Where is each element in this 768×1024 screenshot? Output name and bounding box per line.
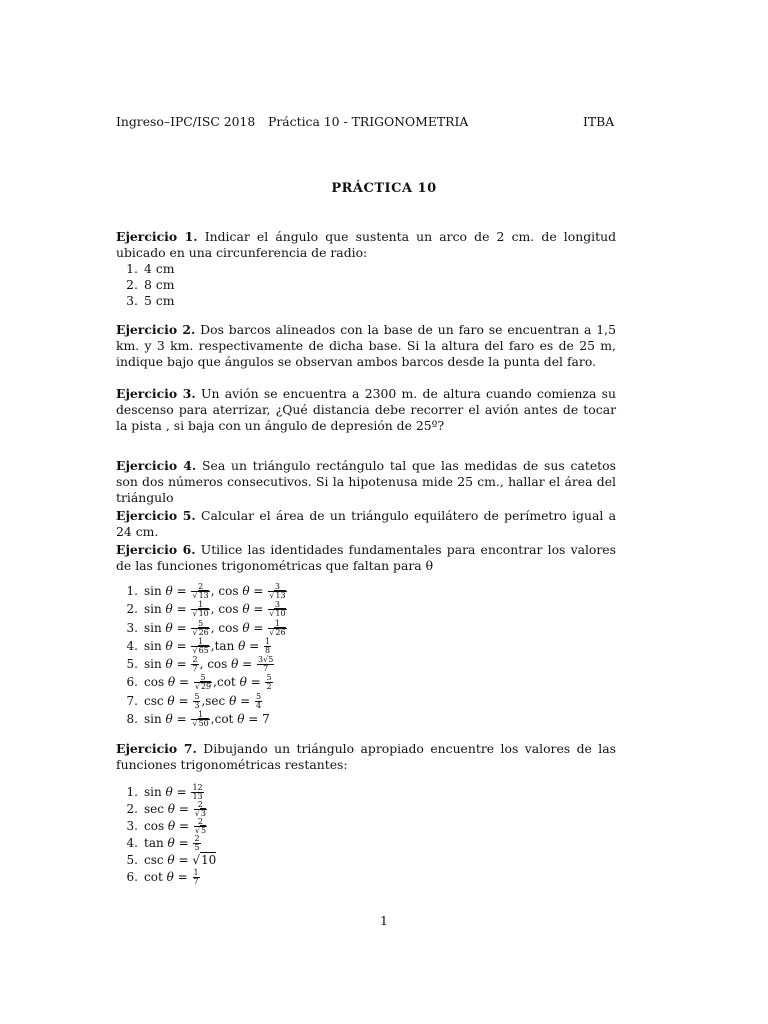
radicand: 13 <box>198 591 209 600</box>
numerator: 5 <box>255 691 262 701</box>
exercise-7-label: Ejercicio 7. <box>116 741 197 756</box>
function-name: sin <box>144 785 166 799</box>
separator: , <box>210 712 215 727</box>
theta: θ <box>167 802 176 816</box>
radicand: 26 <box>275 627 286 637</box>
separator: , <box>210 602 219 617</box>
equals-sign: = <box>236 693 254 708</box>
math-term <box>215 712 270 726</box>
equals-sign: = <box>174 853 193 867</box>
numerator: 1 <box>191 601 209 610</box>
function-name: cot <box>214 712 238 727</box>
equals-sign: = <box>172 620 191 635</box>
fraction <box>265 674 272 691</box>
separator: , <box>210 584 219 598</box>
equals-sign: = <box>174 836 193 850</box>
item-number: 1. <box>126 785 138 799</box>
header-course: Ingreso–IPC/ISC 2018 <box>116 114 256 129</box>
sqrt-sign: √ <box>192 609 198 619</box>
math-term <box>144 584 211 598</box>
fraction <box>268 601 286 618</box>
item-number: 2. <box>126 602 138 617</box>
item-number: 7. <box>126 693 138 708</box>
function-name: sin <box>144 620 166 635</box>
fraction <box>191 711 209 728</box>
denominator <box>268 592 286 600</box>
radicand: 5 <box>200 826 207 835</box>
exercise-7-text: Dibujando un triángulo apropiado encuentre los valores de las funciones trigonométricas restantes: <box>116 741 617 772</box>
function-name: sin <box>144 712 166 727</box>
page-number: 1 <box>380 913 388 928</box>
fraction <box>268 583 286 600</box>
math-term <box>207 655 275 674</box>
denominator: 4 <box>255 700 262 710</box>
theta: θ <box>242 602 250 617</box>
fraction <box>191 784 203 801</box>
exercise-1-text: Indicar el ángulo que sustenta un arco de 2 cm. de longitud ubicado en una circunferencia de radio: <box>116 229 616 260</box>
exercise-7-list <box>116 784 616 886</box>
exercise-3-label: Ejercicio 3. <box>116 386 196 401</box>
numerator: 2 <box>194 801 207 810</box>
header-title: Práctica 10 - TRIGONOMETRIA <box>268 114 469 129</box>
math-term <box>144 655 200 674</box>
denominator: 8 <box>265 645 271 655</box>
math-term <box>144 636 211 655</box>
function-name: csc <box>144 693 168 708</box>
function-name: tan <box>144 836 168 850</box>
equals-sign: = <box>249 584 268 598</box>
item-number: 1. <box>126 584 138 598</box>
fraction <box>193 693 200 710</box>
function-name: cos <box>144 675 168 690</box>
exercise-6-text: Utilice las identidades fundamentales para encontrar los valores de las funciones trigonométricas que faltan para θ <box>116 542 616 573</box>
separator: , <box>201 693 206 708</box>
equals-sign: = <box>246 675 265 690</box>
equals-sign: = <box>172 638 191 653</box>
list-item: 3. 5 cm <box>126 293 175 308</box>
equals-sign: = <box>172 584 191 598</box>
value: 7 <box>262 712 270 727</box>
denominator <box>191 629 209 637</box>
theta: θ <box>237 712 245 727</box>
fraction <box>191 620 209 637</box>
fraction <box>191 638 209 655</box>
equals-sign: = <box>238 657 257 672</box>
exercise-5-text: Calcular el área de un triángulo equilátero de perímetro igual a 24 cm. <box>116 508 616 539</box>
theta: θ <box>167 675 176 690</box>
function-name: tan <box>214 638 239 653</box>
math-term <box>205 691 263 710</box>
theta: θ <box>167 836 175 850</box>
item-number: 6. <box>126 870 138 884</box>
math-term <box>144 618 211 637</box>
denominator <box>268 629 286 637</box>
list-item <box>116 600 616 618</box>
numerator: 1 <box>265 636 271 646</box>
numerator: 2 <box>192 655 198 665</box>
theta: θ <box>231 657 239 672</box>
exercise-4-text: Sea un triángulo rectángulo tal que las medidas de sus catetos son dos números consecutivos. Si la hipotenusa mide 25 cm., hallar el área del triángulo <box>116 458 616 505</box>
theta: θ <box>167 853 175 867</box>
exercise-5 <box>116 508 616 540</box>
theta: θ <box>242 620 250 635</box>
separator: , <box>199 657 208 672</box>
equals-sign: = <box>175 802 193 816</box>
denominator <box>191 647 209 655</box>
list-item <box>116 582 616 600</box>
fraction <box>191 583 209 600</box>
list-item <box>116 619 616 637</box>
function-name: cot <box>144 870 167 884</box>
fraction <box>193 869 200 886</box>
fraction <box>191 656 198 673</box>
list-item <box>116 692 616 710</box>
function-name: cos <box>218 584 243 598</box>
exercise-4-label: Ejercicio 4. <box>116 458 197 473</box>
equals-sign: = <box>245 638 264 653</box>
math-term <box>144 673 213 692</box>
denominator <box>268 610 286 618</box>
denominator <box>191 592 209 600</box>
equals-sign: = <box>175 675 193 690</box>
denominator: 7 <box>263 664 269 674</box>
numerator: 3 <box>268 583 286 592</box>
math-term <box>214 636 273 655</box>
item-number: 5. <box>126 853 138 867</box>
math-term <box>144 819 208 833</box>
fraction <box>257 656 274 673</box>
numerator: 5 <box>191 620 209 629</box>
equals-sign: = <box>249 602 268 617</box>
denominator: 7 <box>192 664 198 674</box>
list-item <box>116 637 616 655</box>
denominator <box>191 610 209 618</box>
header-institution: ITBA <box>583 114 615 129</box>
radicand: 3 <box>200 809 206 818</box>
sqrt-sign: √ <box>192 719 198 729</box>
math-term <box>144 836 202 850</box>
list-item <box>116 801 616 818</box>
exercise-5-label: Ejercicio 5. <box>116 508 196 523</box>
theta: θ <box>165 712 173 727</box>
fraction <box>194 818 207 835</box>
theta: θ <box>165 602 173 617</box>
separator: , <box>210 620 219 635</box>
numerator: 1 <box>268 620 286 629</box>
math-term <box>144 600 211 619</box>
list-item: 1. 4 cm <box>126 261 175 276</box>
equals-sign: = <box>173 870 192 884</box>
numerator: 5 <box>194 674 212 683</box>
numerator: 3 <box>268 601 286 610</box>
math-term <box>218 618 287 637</box>
function-name: sin <box>144 657 166 672</box>
numerator: 2 <box>194 818 207 827</box>
exercise-6-label: Ejercicio 6. <box>116 542 196 557</box>
theta: θ <box>167 819 176 833</box>
list-item <box>116 655 616 673</box>
denominator: 5 <box>194 843 200 852</box>
numerator: 5 <box>266 673 272 683</box>
denominator <box>194 683 212 691</box>
theta: θ <box>166 870 174 884</box>
equals-sign: = <box>172 602 191 617</box>
sqrt-sign: √ <box>269 627 275 637</box>
numerator: 1 <box>191 638 209 647</box>
function-name: csc <box>144 853 168 867</box>
numerator: 5 <box>194 691 200 701</box>
function-name: cot <box>216 675 240 690</box>
sqrt-sign: √ <box>192 591 198 600</box>
item-number: 6. <box>126 675 138 690</box>
exercise-4 <box>116 458 616 506</box>
math-term <box>144 710 211 729</box>
math-term <box>144 691 201 710</box>
theta: θ <box>165 657 173 672</box>
radicand: 10 <box>275 609 286 619</box>
sqrt-sign: √ <box>194 682 200 692</box>
math-term <box>144 870 201 884</box>
math-term <box>144 852 216 867</box>
list-item <box>116 673 616 691</box>
exercise-2 <box>116 322 616 370</box>
equals-sign: = <box>172 657 191 672</box>
numerator: 1 <box>191 711 209 720</box>
page-title: PRÁCTICA 10 <box>331 181 437 196</box>
radicand: 10 <box>201 853 217 867</box>
function-name: sec <box>144 802 168 816</box>
item-number: 3. <box>126 819 138 833</box>
exercise-6 <box>116 542 616 574</box>
exercise-6-list <box>116 582 616 728</box>
radicand: 26 <box>198 627 209 637</box>
exercise-2-label: Ejercicio 2. <box>116 322 196 337</box>
item-number: 3. <box>126 620 138 635</box>
equals-sign: = <box>172 712 191 727</box>
numerator: 1 <box>193 868 199 877</box>
theta: θ <box>242 584 250 598</box>
exercise-1-label: Ejercicio 1. <box>116 229 198 244</box>
math-term <box>218 600 287 619</box>
sqrt-sign: √ <box>192 645 198 655</box>
theta: θ <box>229 693 237 708</box>
radicand: 10 <box>198 609 209 619</box>
function-name: cos <box>144 819 168 833</box>
function-name: cos <box>218 620 243 635</box>
theta: θ <box>165 785 173 799</box>
list-item <box>116 835 616 852</box>
separator: , <box>213 675 217 690</box>
math-term <box>144 785 205 799</box>
math-term <box>216 673 274 692</box>
sqrt-sign: √ <box>192 627 198 637</box>
theta: θ <box>165 584 173 598</box>
fraction <box>193 835 200 852</box>
separator: , <box>210 638 215 653</box>
radicand: 13 <box>275 591 286 600</box>
math-term <box>144 802 208 816</box>
exercise-3-text: Un avión se encuentra a 2300 m. de altura cuando comienza su descenso para aterrizar, ¿Qué distancia debe recorrer el avión antes de tocar la pista , si baja con un ángulo de depresión de 25º? <box>116 386 616 433</box>
list-item <box>116 818 616 835</box>
theta: θ <box>167 693 175 708</box>
numerator: 2 <box>194 834 200 843</box>
list-item <box>116 869 616 886</box>
exercise-3 <box>116 386 616 434</box>
numerator: 12 <box>192 783 203 792</box>
theta: θ <box>165 620 173 635</box>
sqrt-sign: √ <box>269 591 275 600</box>
numerator: 3√5 <box>258 655 274 665</box>
function-name: cos <box>207 657 232 672</box>
radicand: 29 <box>200 682 212 692</box>
item-number: 2. <box>126 802 138 816</box>
fraction <box>268 620 286 637</box>
exercise-1 <box>116 229 616 309</box>
sqrt-sign: √ <box>192 853 200 867</box>
exercise-2-text: Dos barcos alineados con la base de un faro se encuentran a 1,5 km. y 3 km. respectivamente de dicha base. Si la altura del faro es de 25 m, indique bajo que ángulos se observan ambos barcos desde la punta del faro. <box>116 322 616 369</box>
fraction <box>194 801 207 818</box>
fraction <box>264 638 271 655</box>
function-name: sin <box>144 602 166 617</box>
equals-sign: = <box>172 785 191 799</box>
numerator: 2 <box>191 583 209 592</box>
radicand: 65 <box>198 645 209 655</box>
denominator: 3 <box>194 700 200 710</box>
denominator: 2 <box>266 682 272 692</box>
item-number: 8. <box>126 712 138 727</box>
list-item: 2. 8 cm <box>126 277 175 292</box>
sqrt-sign: √ <box>194 809 200 818</box>
fraction <box>191 601 209 618</box>
theta: θ <box>165 638 173 653</box>
exercise-7 <box>116 741 616 773</box>
theta: θ <box>239 675 247 690</box>
denominator: 13 <box>192 792 203 801</box>
function-name: sin <box>144 584 166 598</box>
denominator: 7 <box>193 877 199 886</box>
math-term <box>218 584 287 598</box>
equals-sign: = <box>174 693 193 708</box>
equals-sign: = <box>249 620 268 635</box>
function-name: cos <box>218 602 243 617</box>
denominator <box>191 720 209 728</box>
list-item <box>116 852 616 869</box>
fraction <box>255 693 262 710</box>
radicand: 50 <box>198 719 209 729</box>
exercise-1-list <box>116 261 616 309</box>
item-number: 4. <box>126 836 138 850</box>
fraction <box>194 674 212 691</box>
item-number: 5. <box>126 657 138 672</box>
equals-sign: = <box>175 819 193 833</box>
list-item <box>116 710 616 728</box>
item-number: 4. <box>126 638 138 653</box>
function-name: sin <box>144 638 166 653</box>
equals-sign: = <box>244 712 263 727</box>
sqrt-sign: √ <box>194 826 200 835</box>
function-name: sec <box>205 693 230 708</box>
list-item <box>116 784 616 801</box>
sqrt-sign: √ <box>269 609 275 619</box>
theta: θ <box>238 638 246 653</box>
